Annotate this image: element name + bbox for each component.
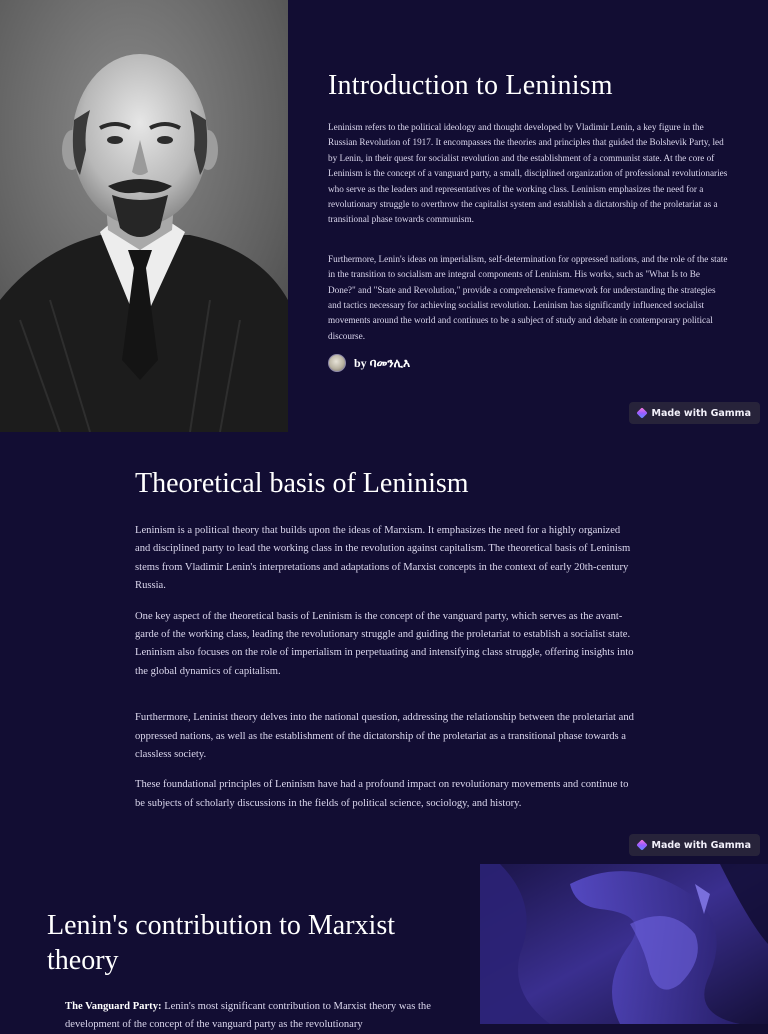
intro-paragraph-1: Leninism refers to the political ideology and thought developed by Vladimir Lenin, a key figure in the Russian Revolution of 1917. It encompasses the theories and principles that guided the Bolshevik Party, led by Lenin, in their quest for socialist revolution and the establishment of a communist state. At the core of Leninism is the concept of a vanguard party, a small, disciplined organization of professional revolutionaries who serve as the leaders and representatives of the working class. Leninism emphasizes the need for a revolutionary struggle to overthrow the capitalist system and establish a dictatorship of the proletariat as a transitional phase towards communism. — [328, 122, 728, 225]
theoretical-paragraph: One key aspect of the theoretical basis of Leninism is the concept of the vanguard party, which serves as the avant-garde of the working class, leading the revolutionary struggle and guiding the proletariat to establish a socialist state. Leninism also focuses on the role of imperialism in perpetuating and intensifying class struggle, offering insights into the global dynamics of capitalism. — [135, 610, 634, 677]
theoretical-paragraph: Furthermore, Leninist theory delves into the national question, addressing the relationship between the proletariat and oppressed nations, as well as the establishment of the dictatorship of the proletariat as a transitional phase towards a classless society. — [135, 712, 634, 761]
slide-lenin-contribution — [0, 864, 768, 1030]
made-with-gamma-button[interactable] — [629, 834, 760, 856]
slide-theoretical-basis — [0, 432, 768, 864]
contribution-item-text: Lenin's most significant contribution to Marxist theory was the development of the concept of the vanguard party as the revolutionary — [65, 1001, 431, 1030]
author-name: by ባመንሊእ — [354, 355, 411, 370]
theoretical-content — [135, 468, 635, 825]
intro-content — [328, 70, 728, 372]
gamma-logo-icon — [636, 839, 647, 850]
made-with-gamma-label: Made with Gamma — [651, 839, 751, 851]
made-with-gamma-button[interactable] — [629, 402, 760, 424]
avatar[interactable] — [328, 354, 346, 372]
theoretical-title: Theoretical basis of Leninism — [135, 468, 469, 499]
theoretical-paragraph: These foundational principles of Leninism have had a profound impact on revolutionary movements and continue to be subjects of scholarly discussions in the fields of political science, sociology, and history. — [135, 779, 629, 809]
made-with-gamma-label: Made with Gamma — [651, 407, 751, 419]
author-byline[interactable] — [328, 354, 728, 372]
contribution-item — [65, 998, 445, 1034]
lenin-portrait-image — [0, 0, 288, 432]
slide-introduction — [0, 0, 768, 432]
intro-title: Introduction to Leninism — [328, 70, 613, 101]
abstract-art-image — [480, 864, 768, 1024]
contribution-item-label: The Vanguard Party: — [65, 1001, 162, 1012]
gamma-logo-icon — [636, 407, 647, 418]
contribution-title: Lenin's contribution to Marxist theory — [47, 910, 396, 976]
intro-paragraph-2: Furthermore, Lenin's ideas on imperialism, self-determination for oppressed nations, and the role of the state in the transition to socialism are integral components of Leninism. His works, such as "What Is to Be Done?" and "State and Revolution," provide a comprehensive framework for understanding the strategies and tactics necessary for achieving socialist revolution. Leninism has significantly influenced socialist movements around the world and continues to be a subject of study and debate in contemporary political discourse. — [328, 253, 728, 341]
theoretical-paragraph: Leninism is a political theory that builds upon the ideas of Marxism. It emphasizes the need for a highly organized and disciplined party to lead the working class in the revolution against capitalism. The theoretical basis of Leninism stems from Vladimir Lenin's interpretations and adaptations of Marxist concepts in the context of early 20th-century Russia. — [135, 525, 631, 592]
